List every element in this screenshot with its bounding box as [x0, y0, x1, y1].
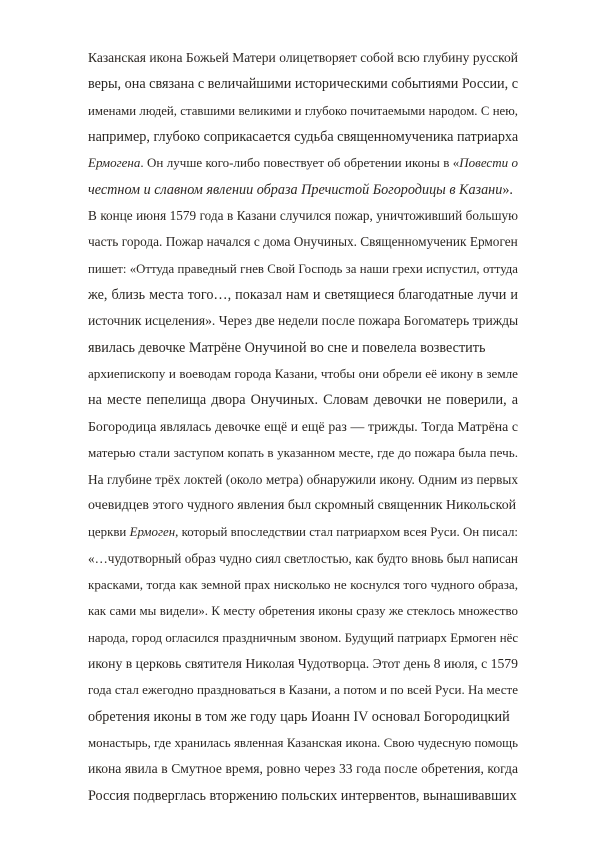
text-line: В конце июня 1579 года в Казани случился пожар, уничтоживший большую [88, 208, 518, 224]
italic-run: Ермоген [129, 525, 176, 540]
italic-run: Ермогена [88, 155, 141, 171]
text-line: явилась девочке Матрёне Онучиной во сне и повелела возвестить [88, 339, 486, 356]
text-line: года стал ежегодно праздноваться в Казани, а потом и по всей Руси. На месте [88, 682, 518, 698]
body-text [88, 45, 518, 809]
text-line: на месте пепелища двора Онучиных. Словам девочки не поверили, а [88, 392, 518, 409]
text-line: икону в церковь святителя Николая Чудотворца. Этот день 8 июля, с 1579 [88, 655, 518, 671]
text-line: обретения иконы в том же году царь Иоанн IV основал Богородицкий [88, 708, 510, 725]
text-run: . Он лучше кого-либо повествует об обретении иконы в « [140, 155, 460, 171]
text-line [88, 519, 518, 545]
text-line: икона явила в Смутное время, ровно через 33 года после обретения, когда [88, 761, 518, 777]
text-line: как сами мы видели». К месту обретения иконы сразу же стеклось множество [88, 604, 518, 619]
text-line: народа, город огласился праздничным звоном. Будущий патриарх Ермоген нёс [88, 630, 518, 645]
text-line: пишет: «Оттуда праведный гнев Свой Господь за наши грехи испустил, оттуда [88, 261, 518, 276]
text-line: Богородица являлась девочке ещё и ещё раз — трижды. Тогда Матрёна с [88, 418, 518, 434]
text-line [88, 177, 518, 203]
text-line: Россия подверглась вторжению польских интервентов, вынашивавших [88, 787, 517, 804]
text-run: церкви [88, 525, 130, 540]
italic-run: Повести о [459, 155, 518, 171]
text-line: веры, она связана с величайшими историческими событиями России, с [88, 76, 519, 93]
text-line: например, глубоко соприкасается судьба священномученика патриарха [88, 129, 519, 146]
text-line: часть города. Пожар начался с дома Онучиных. Священномученик Ермоген [88, 234, 518, 250]
text-line: монастырь, где хранилась явленная Казанская икона. Свою чудесную помощь [88, 735, 518, 750]
text-line: очевидцев этого чудного явления был скромный священник Никольской [88, 497, 517, 513]
text-line [88, 150, 518, 176]
text-line: матерью стали заступом копать в указанном месте, где до пожара была печь. [88, 445, 518, 461]
italic-run: честном и славном явлении образа Пречистой Богородицы в Казани [88, 181, 503, 198]
text-line: источник исцеления». Через две недели после пожара Богоматерь трижды [88, 313, 519, 329]
text-line: же, близь места того…, показал нам и светящиеся благодатные лучи и [88, 287, 518, 304]
text-run: , который впоследствии стал патриархом всея Руси. Он писал: [175, 525, 518, 540]
text-line: Казанская икона Божьей Матери олицетворяет собой всю глубину русской [88, 50, 518, 65]
text-line: архиепископу и воеводам города Казани, чтобы они обрели её икону в земле [88, 366, 518, 382]
text-run: ». [502, 181, 513, 198]
text-line: красками, тогда как земной прах нисколько не коснулся того чудного образа, [88, 576, 518, 592]
text-line: На глубине трёх локтей (около метра) обнаружили икону. Одним из первых [88, 471, 518, 487]
text-line: именами людей, ставшими великими и глубоко почитаемыми народом. С нею, [88, 103, 518, 118]
text-line: «…чудотворный образ чудно сиял светлостью, как будто вновь был написан [88, 550, 518, 566]
